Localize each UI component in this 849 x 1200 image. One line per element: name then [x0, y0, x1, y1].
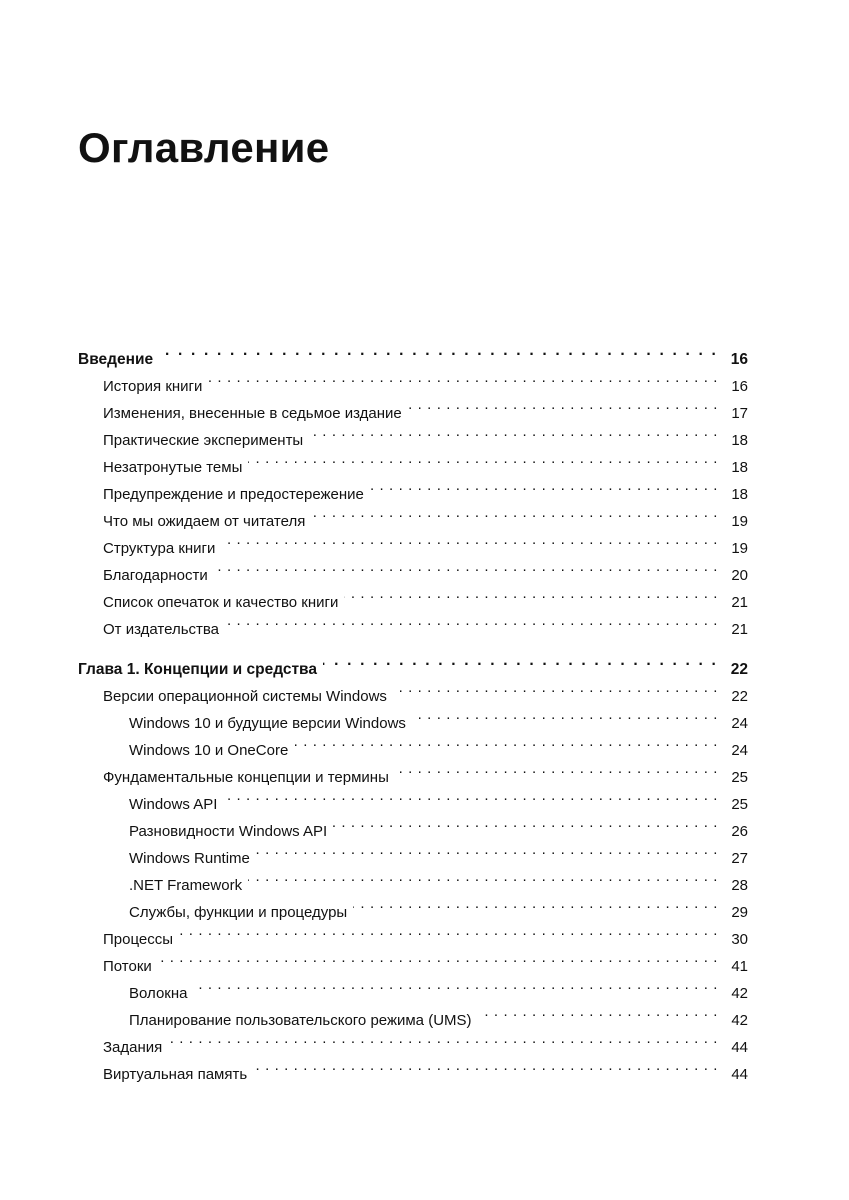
toc-entry-title: Фундаментальные концепции и термины: [103, 769, 389, 786]
toc-entry-title: Изменения, внесенные в седьмое издание: [103, 405, 402, 422]
toc-entry[interactable]: [78, 944, 748, 975]
toc-dot-leader: [158, 944, 718, 971]
toc-entry-title: Практические эксперименты: [103, 432, 304, 449]
toc-page-number: 42: [731, 985, 748, 1002]
toc-dot-leader: [221, 526, 718, 553]
toc-page-number: 25: [731, 769, 748, 786]
toc-chapter-entry[interactable]: [78, 647, 748, 678]
toc-page-number: 16: [730, 351, 748, 368]
toc-dot-leader: [168, 1025, 718, 1052]
toc-entry-title: История книги: [103, 378, 203, 395]
toc-entry-title: Волокна: [129, 985, 188, 1002]
toc-entry-title: Планирование пользовательского режима (UMS): [129, 1012, 472, 1029]
toc-dot-leader: [193, 971, 718, 998]
toc-page-number: 18: [731, 459, 748, 476]
toc-page-number: 19: [731, 540, 748, 557]
toc-page-number: 22: [731, 688, 748, 705]
toc-page-number: 26: [731, 823, 748, 840]
toc-page-number: 30: [731, 931, 748, 948]
toc-dot-leader: [323, 647, 718, 674]
toc-page-number: 16: [731, 378, 748, 395]
toc-entry-title: Windows API: [129, 796, 218, 813]
toc-page-number: 24: [731, 715, 748, 732]
toc-page-number: 24: [731, 742, 748, 759]
toc-dot-leader: [311, 499, 718, 526]
toc-entry-title: Разновидности Windows API: [129, 823, 328, 840]
toc-dot-leader: [214, 553, 718, 580]
toc-dot-leader: [478, 998, 718, 1025]
toc-dot-leader: [248, 863, 718, 890]
toc-page-number: 28: [731, 877, 748, 894]
toc-entry-title: Windows Runtime: [129, 850, 250, 867]
toc-page-number: 22: [730, 661, 748, 678]
toc-page-number: 18: [731, 486, 748, 503]
toc-page-number: 18: [731, 432, 748, 449]
toc-dot-leader: [208, 364, 718, 391]
toc-page-number: 17: [731, 405, 748, 422]
toc-dot-leader: [225, 607, 718, 634]
toc-entry-title: .NET Framework: [129, 877, 243, 894]
toc-entry-title: Windows 10 и будущие версии Windows: [129, 715, 406, 732]
toc-dot-leader: [353, 890, 718, 917]
toc-dot-leader: [370, 472, 718, 499]
toc-dot-leader: [309, 418, 718, 445]
toc-dot-leader: [223, 782, 718, 809]
toc-entry-title: Windows 10 и OneCore: [129, 742, 289, 759]
toc-dot-leader: [412, 701, 718, 728]
toc-entry[interactable]: [78, 917, 748, 948]
toc-page-number: 27: [731, 850, 748, 867]
toc-page-number: 44: [731, 1039, 748, 1056]
toc-dot-leader: [253, 1052, 718, 1079]
toc-entry-title: Версии операционной системы Windows: [103, 688, 387, 705]
toc-dot-leader: [256, 836, 718, 863]
toc-entry-title: Структура книги: [103, 540, 216, 557]
toc-dot-leader: [408, 391, 718, 418]
toc-page-number: 25: [731, 796, 748, 813]
toc-entry-title: Задания: [103, 1039, 163, 1056]
toc-entry-title: Список опечаток и качество книги: [103, 594, 339, 611]
toc-entry[interactable]: [78, 364, 748, 395]
toc-dot-leader: [344, 580, 718, 607]
toc-page-number: 29: [731, 904, 748, 921]
page-title: Оглавление: [78, 124, 330, 171]
toc-entry[interactable]: [78, 971, 748, 1002]
toc-entry-title: Что мы ожидаем от читателя: [103, 513, 306, 530]
toc-entry-title: Благодарности: [103, 567, 208, 584]
toc-entry-title: Потоки: [103, 958, 152, 975]
toc-dot-leader: [395, 755, 718, 782]
toc-entry-title: Глава 1. Концепции и средства: [78, 661, 317, 678]
toc-entry[interactable]: [78, 1052, 748, 1083]
toc-entry-title: Виртуальная память: [103, 1066, 248, 1083]
table-of-contents: [78, 337, 748, 1083]
toc-entry-title: От издательства: [103, 621, 220, 638]
toc-dot-leader: [248, 445, 718, 472]
toc-page-number: 21: [731, 594, 748, 611]
toc-page-number: 20: [731, 567, 748, 584]
toc-dot-leader: [393, 674, 718, 701]
toc-chapter-entry[interactable]: [78, 337, 748, 368]
toc-entry[interactable]: [78, 1025, 748, 1056]
toc-dot-leader: [294, 728, 718, 755]
toc-entry-title: Предупреждение и предостережение: [103, 486, 364, 503]
toc-entry-title: Введение: [78, 351, 154, 368]
toc-page-number: 42: [731, 1012, 748, 1029]
toc-page-number: 44: [731, 1066, 748, 1083]
toc-entry-title: Незатронутые темы: [103, 459, 243, 476]
toc-dot-leader: [179, 917, 718, 944]
toc-page-number: 41: [731, 958, 748, 975]
toc-page-number: 21: [731, 621, 748, 638]
toc-entry-title: Процессы: [103, 931, 174, 948]
toc-dot-leader: [333, 809, 718, 836]
toc-page-number: 19: [731, 513, 748, 530]
toc-entry-title: Службы, функции и процедуры: [129, 904, 348, 921]
toc-dot-leader: [159, 337, 718, 364]
